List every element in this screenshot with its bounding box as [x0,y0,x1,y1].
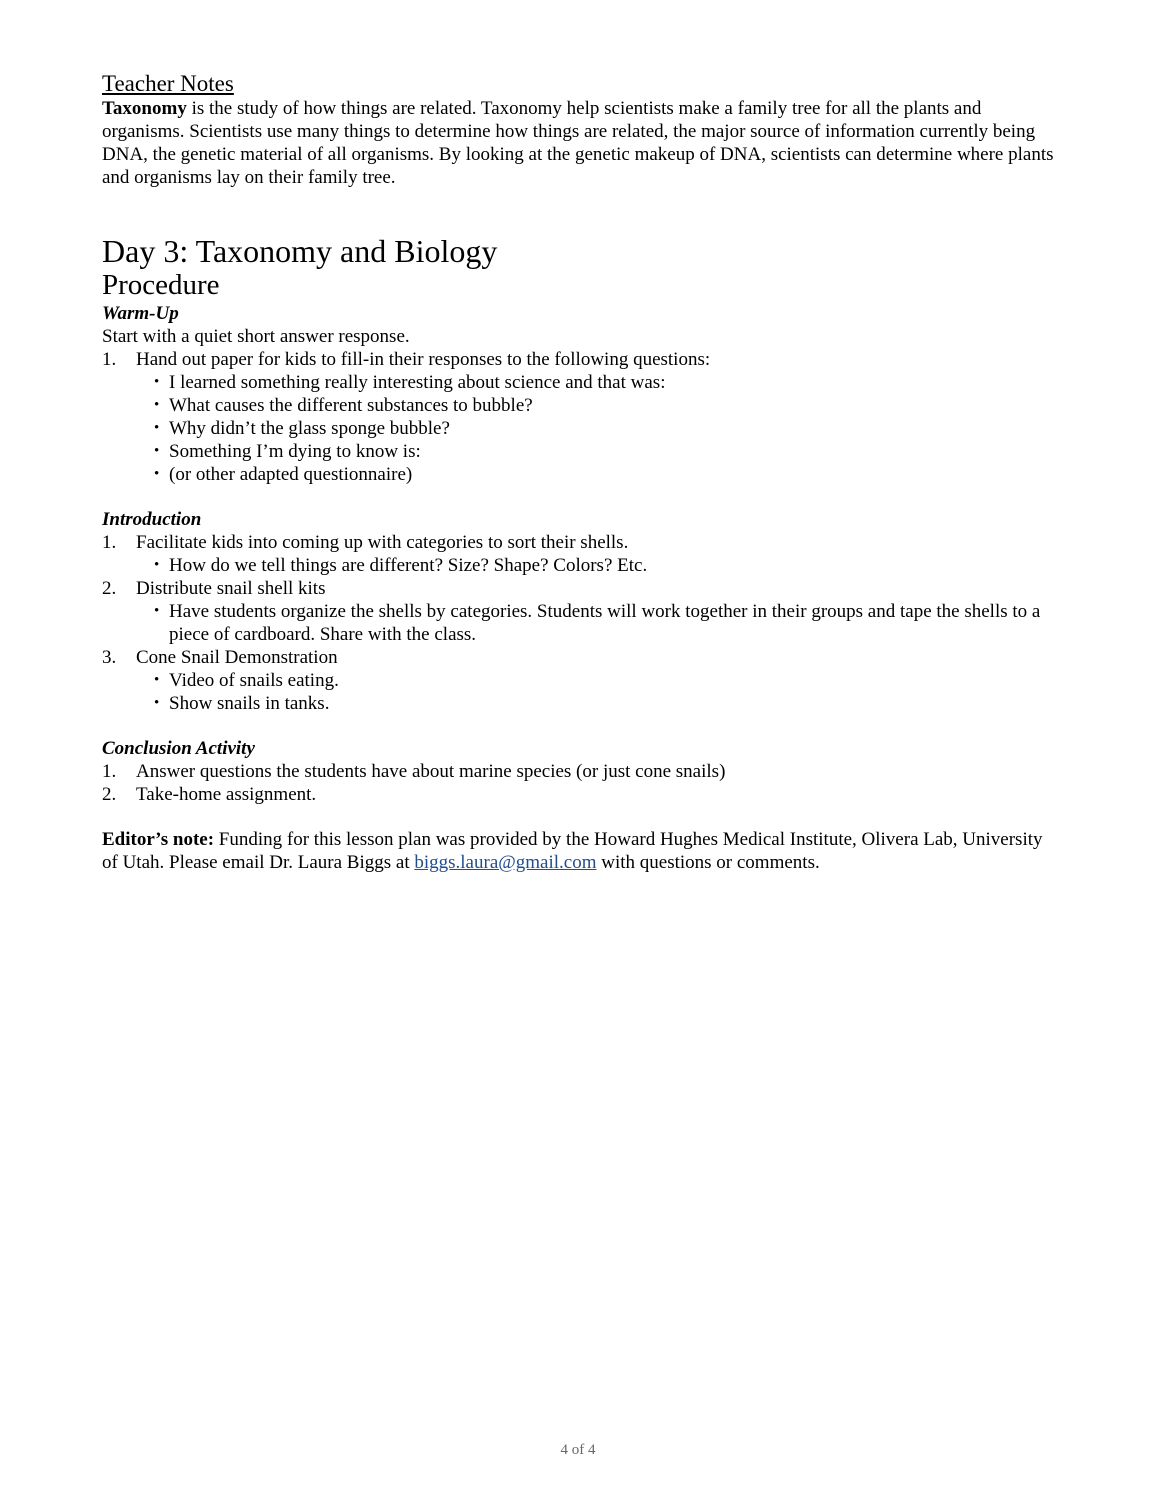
introduction-heading: Introduction [102,509,202,530]
list-item-text: Answer questions the students have about marine species (or just cone snails) [136,761,726,782]
procedure-title: Procedure [102,269,220,301]
editor-note [102,828,1062,874]
list-item-text: Facilitate kids into coming up with categories to sort their shells. [136,532,629,553]
page-number: 4 of 4 [560,1442,596,1458]
bullet-list [136,600,1062,646]
list-item-number: 1. [102,532,117,553]
list-item-text: Take-home assignment. [136,784,317,805]
warmup-intro: Start with a quiet short answer response. [102,326,410,347]
list-item-number: 2. [102,784,117,805]
bullet-item: • Why didn’t the glass sponge bubble? [153,417,1062,440]
document-page [102,70,1062,874]
bullet-item: • I learned something really interesting about science and that was: [153,371,1062,394]
email-link[interactable]: biggs.laura@gmail.com [414,852,597,873]
bullet-list [136,554,1062,577]
list-item [102,783,1062,806]
warmup-steps [102,348,1062,486]
warmup-heading: Warm-Up [102,303,179,324]
bullet-item: • Something I’m dying to know is: [153,440,1062,463]
taxonomy-term: Taxonomy [102,98,187,119]
list-item [102,531,1062,577]
editor-note-text: Funding for this lesson plan was provided by the Howard Hughes Medical Institute, Olivera Lab, University of Utah. Please email Dr. Laura Biggs at [102,829,1043,873]
day-title: Day 3: Taxonomy and Biology [102,233,498,269]
list-item-text: Cone Snail Demonstration [136,647,338,668]
editor-note-label: Editor’s note: [102,829,215,850]
bullet-item: • (or other adapted questionnaire) [153,463,1062,486]
list-item-number: 2. [102,578,117,599]
conclusion-heading: Conclusion Activity [102,738,255,759]
bullet-list [136,669,1062,715]
teacher-notes-heading: Teacher Notes [102,71,234,96]
introduction-steps [102,531,1062,715]
conclusion-steps [102,760,1062,806]
list-item-number: 3. [102,647,117,668]
taxonomy-paragraph [102,97,1062,189]
bullet-list [136,371,1062,486]
list-item [102,577,1062,646]
bullet-item: • Video of snails eating. [153,669,1062,692]
bullet-item: • What causes the different substances to bubble? [153,394,1062,417]
bullet-item: • Have students organize the shells by categories. Students will work together in their groups and tape the shells to a piece of cardboard. Share with the class. [153,600,1062,646]
list-item-text: Hand out paper for kids to fill-in their responses to the following questions: [136,349,711,370]
bullet-item: • How do we tell things are different? Size? Shape? Colors? Etc. [153,554,1062,577]
list-item [102,348,1062,486]
list-item-number: 1. [102,761,117,782]
list-item [102,760,1062,783]
bullet-item: • Show snails in tanks. [153,692,1062,715]
taxonomy-text: is the study of how things are related. Taxonomy help scientists make a family tree for all the plants and organisms. Scientists use many things to determine how things are related, the major source of information currently being DNA, the genetic material of all organisms. By looking at the genetic makeup of DNA, scientists can determine where plants and organisms lay on their family tree. [102,98,1054,188]
editor-note-tail: with questions or comments. [596,852,820,873]
list-item [102,646,1062,715]
list-item-number: 1. [102,349,117,370]
list-item-text: Distribute snail shell kits [136,578,326,599]
